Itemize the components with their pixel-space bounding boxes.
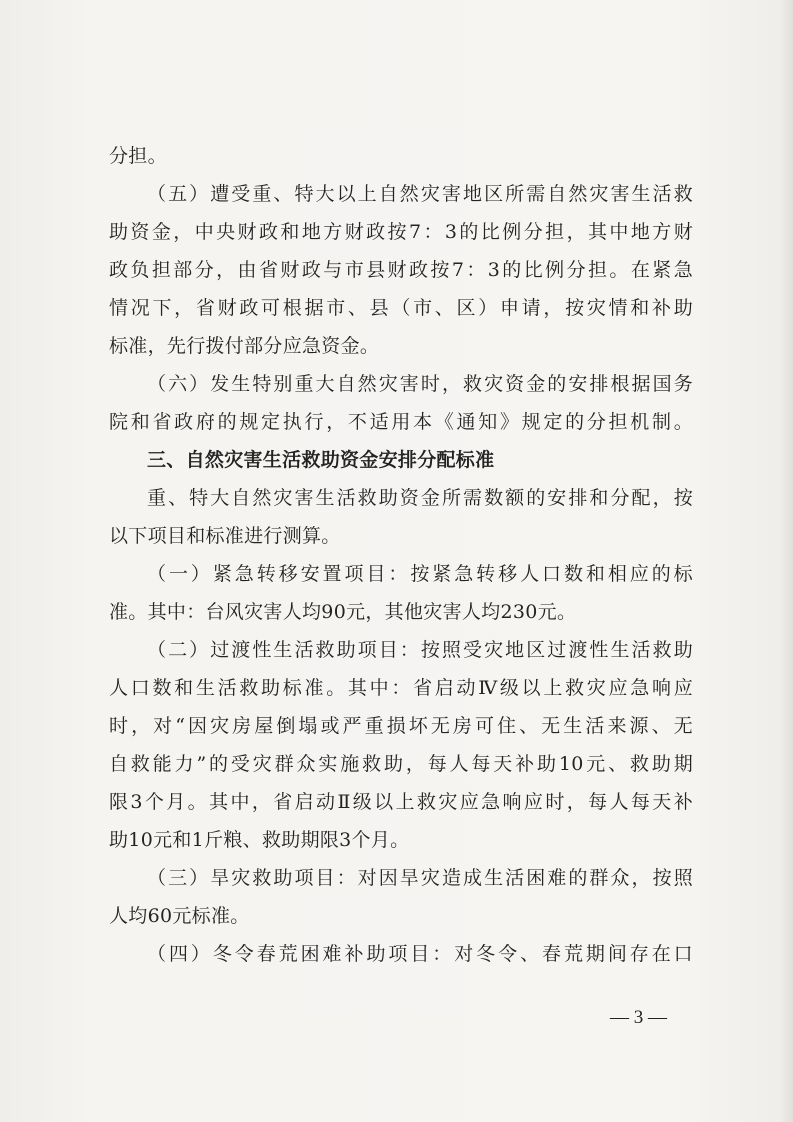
page-number: — 3 — [610, 1007, 667, 1028]
text-line-8: 院和省政府的规定执行，不适用本《通知》规定的分担机制。 [109, 411, 693, 433]
text-line-3: 助资金，中央财政和地方财政按7：3的比例分担，其中地方财 [109, 221, 693, 243]
text-line-17: 自救能力”的受灾群众实施救助，每人每天补助10元、救助期 [109, 753, 693, 775]
text-line-5: 情况下，省财政可根据市、县（市、区）申请，按灾情和补助 [109, 297, 693, 319]
text-line-15: 人口数和生活救助标准。其中：省启动Ⅳ级以上救灾应急响应 [109, 677, 693, 699]
text-line-1: 分担。 [109, 145, 167, 167]
text-line-4: 政负担部分，由省财政与市县财政按7：3的比例分担。在紧急 [109, 259, 693, 281]
page-edge-shadow [779, 0, 793, 1122]
section-heading: 三、自然灾害生活救助资金安排分配标准 [147, 449, 495, 471]
text-line-11: 以下项目和标准进行测算。 [109, 525, 341, 547]
text-line-14: （二）过渡性生活救助项目：按照受灾地区过渡性生活救助 [147, 639, 693, 661]
text-line-20: （三）旱灾救助项目：对因旱灾造成生活困难的群众，按照 [147, 867, 693, 889]
text-line-13: 准。其中：台风灾害人均90元，其他灾害人均230元。 [109, 601, 577, 623]
text-line-10: 重、特大自然灾害生活救助资金所需数额的安排和分配，按 [147, 487, 693, 509]
text-line-19: 助10元和1斤粮、救助期限3个月。 [109, 829, 410, 851]
text-line-2: （五）遭受重、特大以上自然灾害地区所需自然灾害生活救 [147, 183, 693, 205]
text-line-21: 人均60元标准。 [109, 905, 250, 927]
text-line-16: 时，对“因灾房屋倒塌或严重损坏无房可住、无生活来源、无 [109, 715, 693, 737]
text-line-18: 限3个月。其中，省启动Ⅱ级以上救灾应急响应时，每人每天补 [109, 791, 693, 813]
text-line-7: （六）发生特别重大自然灾害时，救灾资金的安排根据国务 [147, 373, 693, 395]
text-line-6: 标准，先行拨付部分应急资金。 [109, 335, 380, 357]
text-line-12: （一）紧急转移安置项目：按紧急转移人口数和相应的标 [147, 563, 693, 585]
text-line-22: （四）冬令春荒困难补助项目：对冬令、春荒期间存在口 [147, 943, 693, 965]
